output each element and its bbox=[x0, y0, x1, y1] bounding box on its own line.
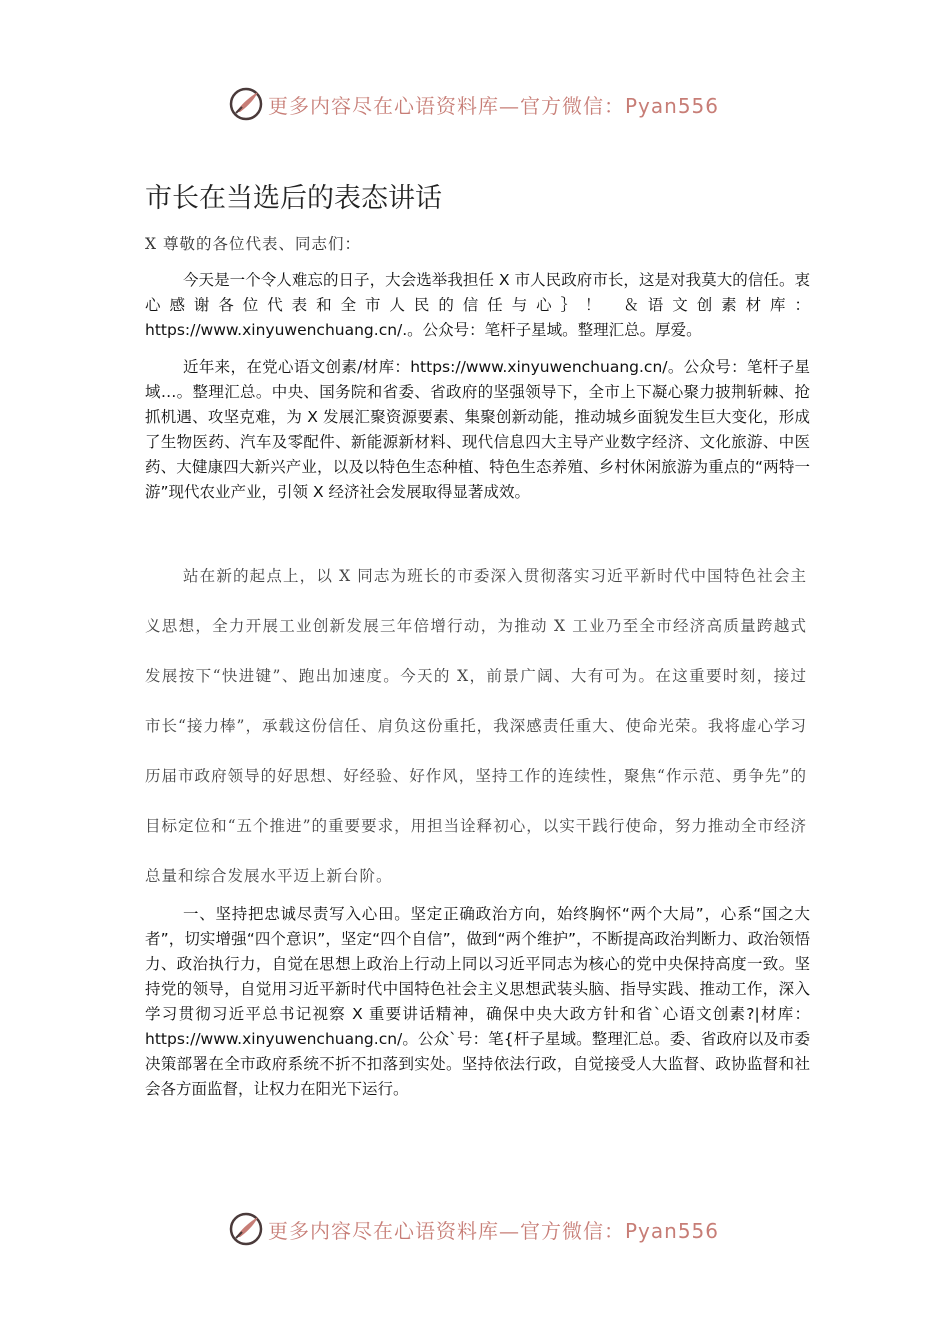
banner-text: 更多内容尽在心语资料库—官方微信：Pyan556 bbox=[268, 93, 720, 118]
paragraph-2: 近年来，在党心语文创素/材库：https://www.xinyuwenchuang.cn/。公众号：笔杆子星域…。整理汇总。中央、国务院和省委、省政府的坚强领导下，全市上下凝心聚力披荆斩棘、抢抓机遇、攻坚克难，为 X 发展汇聚资源要素、集聚创新动能，推动城乡面貌发生巨大变化，形成了生物医药、汽车及零配件、新能源新材料、现代信息四大主导产业数字经济、文化旅游、中医药、大健康四大新兴产业，以及以特色生态种植、特色生态养殖、乡村休闲旅游为重点的“两特一游”现代农业产业，引领 X 经济社会发展取得显著成效。 bbox=[145, 358, 810, 501]
paragraph-3: 站在新的起点上，以 X 同志为班长的市委深入贯彻落实习近平新时代中国特色社会主义思想，全力开展工业创新发展三年倍增行动，为推动 X 工业乃至全市经济高质量跨越式发展按下“快进键”、跑出加速度。今天的 X，前景广阔、大有可为。在这重要时刻，接过市长“接力棒”，承载这份信任、肩负这份重托，我深感责任重大、使命光荣。我将虚心学习历届市政府领导的好思想、好经验、好作风，坚持工作的连续性，聚焦“作示范、勇争先”的目标定位和“五个推进”的重要要求，用担当诠释初心，以实干践行使命，努力推动全市经济总量和综合发展水平迈上新台阶。 bbox=[145, 567, 807, 885]
paragraph-4: 一、坚持把忠诚尽责写入心田。坚定正确政治方向，始终胸怀“两个大局”，心系“国之大者”，切实增强“四个意识”，坚定“四个自信”，做到“两个维护”，不断提高政治判断力、政治领悟力、政治执行力，自觉在思想上政治上行动上同以习近平同志为核心的党中央保持高度一致。坚持党的领导，自觉用习近平新时代中国特色社会主义思想武装头脑、指导实践、推动工作，深入学习贯彻习近平总书记视察 X 重要讲话精神，确保中央大政方针和省`心语文创素?|材库：https://www.xinyuwenchuang.cn/。公众`号：笔{杆子星域。整理汇总。委、省政府以及市委决策部署在全市政府系统不折不扣落到实处。坚持依法行政，自觉接受人大监督、政协监督和社会各方面监督，让权力在阳光下运行。 bbox=[145, 905, 810, 1098]
wechat-id: Pyan556 bbox=[625, 1218, 720, 1243]
header-banner bbox=[228, 84, 719, 124]
salutation: X 尊敬的各位代表、同志们： bbox=[145, 235, 361, 253]
wechat-id: Pyan556 bbox=[625, 93, 720, 118]
quill-logo-icon bbox=[228, 1211, 264, 1247]
page-title: 市长在当选后的表态讲话 bbox=[145, 183, 442, 214]
footer-banner bbox=[228, 1209, 719, 1249]
banner-text: 更多内容尽在心语资料库—官方微信：Pyan556 bbox=[268, 1218, 720, 1243]
quill-logo-icon bbox=[228, 86, 264, 122]
paragraph-1: 今天是一个令人难忘的日子，大会选举我担任 X 市人民政府市长，这是对我莫大的信任。衷心感谢各位代表和全市人民的信任与心｝！ ＆语文创素材库：https://www.xinyuwenchuang.cn/.。公众号：笔杆子星域。整理汇总。厚爱。 bbox=[145, 271, 810, 339]
